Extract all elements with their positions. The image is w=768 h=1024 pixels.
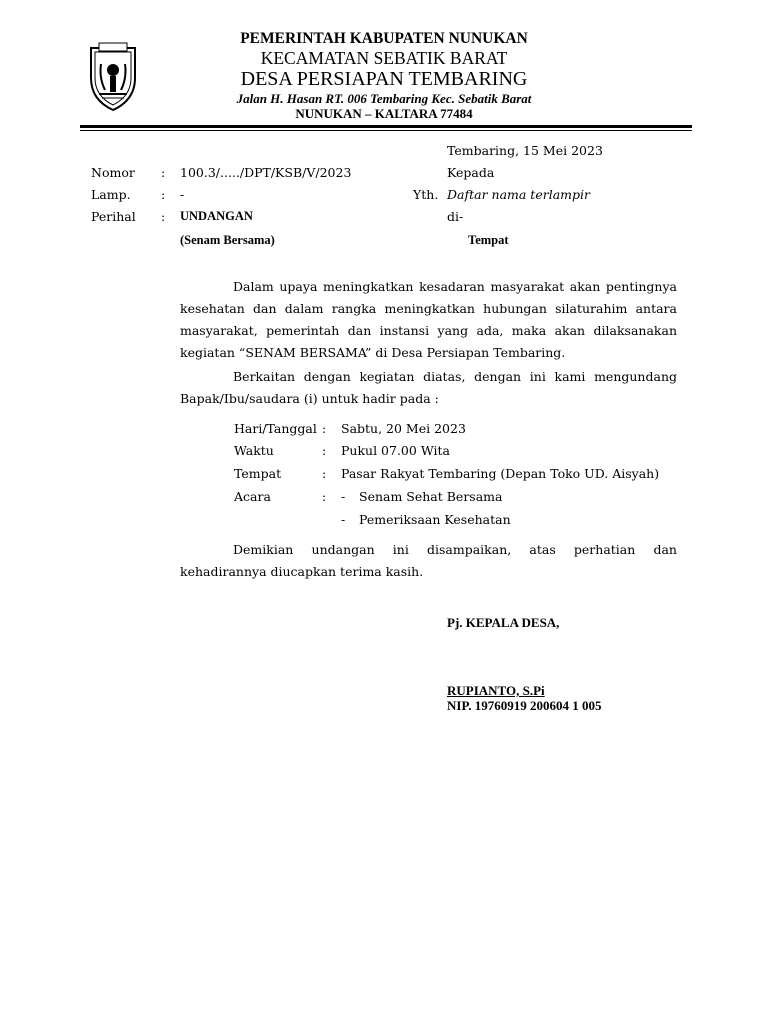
acara-item-1: Senam Sehat Bersama [359, 489, 503, 504]
tempat-colon: : [322, 466, 327, 481]
lamp-colon: : [161, 187, 166, 202]
body-paragraph-1: Dalam upaya meningkatkan kesadaran masyarakat akan pentingnya kesehatan dan dalam rangka meningkatkan hubungan silaturahim antara masyarakat, pemerintah dan instansi yang ada, maka akan dilaksanakan kegiatan “SENAM BERSAMA” di Desa Persiapan Tembaring. [180, 279, 677, 360]
perihal-value: UNDANGAN [180, 209, 253, 223]
lamp-value: - [180, 187, 185, 202]
body-paragraph-2: Berkaitan dengan kegiatan diatas, dengan ini kami mengundang Bapak/Ibu/saudara (i) untuk hadir pada : [180, 369, 677, 406]
yth-label: Yth. [413, 187, 439, 202]
waktu-label: Waktu [234, 443, 274, 458]
waktu-colon: : [322, 443, 327, 458]
hari-label: Hari/Tanggal [234, 421, 317, 436]
nomor-value: 100.3/...../DPT/KSB/V/2023 [180, 165, 352, 180]
signature-nip: NIP. 19760919 200604 1 005 [447, 698, 602, 713]
acara-dash-1: - [341, 489, 346, 504]
header-line1: PEMERINTAH KABUPATEN NUNUKAN [240, 30, 528, 47]
signature-title: Pj. KEPALA DESA, [447, 615, 560, 630]
nomor-label: Nomor [91, 165, 135, 180]
perihal-subtitle: (Senam Bersama) [180, 233, 275, 247]
body-paragraph-3: Demikian undangan ini disampaikan, atas perhatian dan kehadirannya diucapkan terima kasih. [180, 542, 677, 579]
place-date: Tembaring, 15 Mei 2023 [447, 143, 603, 158]
perihal-colon: : [161, 209, 166, 224]
hari-value: Sabtu, 20 Mei 2023 [341, 421, 466, 436]
nomor-colon: : [161, 165, 166, 180]
acara-dash-2: - [341, 512, 346, 527]
recipient-place: Tempat [468, 233, 509, 247]
acara-item-2: Pemeriksaan Kesehatan [359, 512, 511, 527]
letterhead-divider-thin [80, 130, 692, 131]
letterhead-divider [80, 125, 692, 128]
hari-colon: : [322, 421, 327, 436]
header-line3: DESA PERSIAPAN TEMBARING [240, 68, 528, 90]
tempat-label: Tempat [234, 466, 282, 481]
header-city: NUNUKAN – KALTARA 77484 [295, 106, 473, 121]
header-line2: KECAMATAN SEBATIK BARAT [260, 48, 508, 68]
recipient: Daftar nama terlampir [447, 187, 590, 202]
waktu-value: Pukul 07.00 Wita [341, 443, 450, 458]
acara-label: Acara [234, 489, 271, 504]
di-label: di- [447, 209, 464, 224]
tempat-value: Pasar Rakyat Tembaring (Depan Toko UD. Aisyah) [341, 466, 660, 481]
perihal-label: Perihal [91, 209, 136, 224]
header-address: Jalan H. Hasan RT. 006 Tembaring Kec. Sebatik Barat [236, 91, 532, 106]
lamp-label: Lamp. [91, 187, 131, 202]
signature-name: RUPIANTO, S.Pi [447, 683, 545, 698]
acara-colon: : [322, 489, 327, 504]
kepada-label: Kepada [447, 165, 495, 180]
